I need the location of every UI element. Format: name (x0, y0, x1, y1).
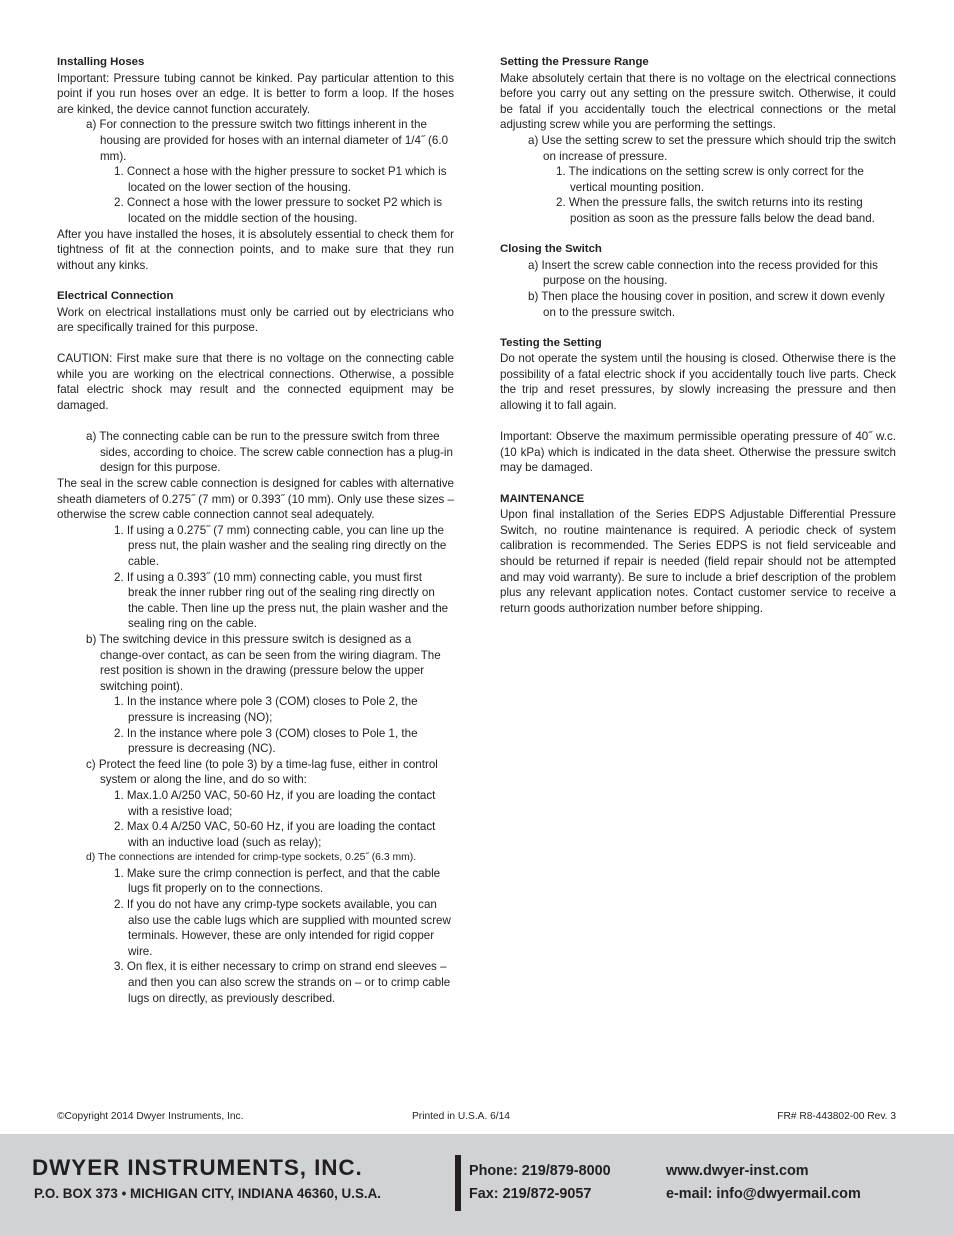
installing-hoses-closing: After you have installed the hoses, it is absolutely essential to check them for tightness of fit at the connection points, and to make sure that they run without any kinks. (57, 227, 454, 272)
company-name: DWYER INSTRUMENTS, INC. (32, 1155, 363, 1180)
electrical-item-a-2: 2. If using a 0.393˝ (10 mm) connecting cable, you must first break the inner rubber ring out of the sealing ring directly on the cable. Then line up the press nut, the plain washer and the sealing ring on the cable. (114, 570, 449, 631)
printed-text: Printed in U.S.A. 6/14 (412, 1111, 510, 1122)
testing-setting-text: Do not operate the system until the housing is closed. Otherwise there is the possibility of a fatal electric shock if you accidentally touch live parts. Check the trip and reset pressures, by slowly increasing the pressure and then allowing it to fall again. (500, 352, 896, 413)
electrical-item-d-1: 1. Make sure the crimp connection is perfect, and that the cable lugs fit properly on to the connections. (114, 866, 441, 896)
electrical-item-c: c) Protect the feed line (to pole 3) by a time-lag fuse, either in control system or along the line, and do so with: (86, 757, 438, 787)
electrical-item-d: d) The connections are intended for crimp-type sockets, 0.25˝ (6.3 mm). (86, 852, 417, 864)
electrical-item-b-1: 1. In the instance where pole 3 (COM) closes to Pole 2, the pressure is increasing (NO); (114, 695, 418, 724)
section-heading-maintenance: MAINTENANCE (500, 492, 585, 505)
installing-hoses-item-a-1: 1. Connect a hose with the higher pressure to socket P1 which is located on the lower section of the housing. (114, 165, 447, 194)
company-address: P.O. BOX 373 • MICHIGAN CITY, INDIANA 46360, U.S.A. (34, 1186, 381, 1201)
electrical-caution: CAUTION: First make sure that there is no voltage on the connecting cable while you are working on the electrical connections. Otherwise, a possible fatal electric shock may result and the connected equipment may be damaged. (57, 352, 454, 413)
section-heading-electrical-connection: Electrical Connection (57, 289, 174, 302)
setting-range-intro: Make absolutely certain that there is no voltage on the electrical connections before you carry out any setting on the pressure switch. Otherwise, it could be fatal if you accidentally touch the electrical connections or the metal adjusting screw while you are performing the settings. (500, 71, 896, 132)
electrical-item-b: b) The switching device in this pressure switch is designed as a change-over contact, as can be seen from the wiring diagram. The rest position is shown in the drawing (pressure below the upper switching point). (86, 632, 441, 693)
closing-switch-item-a: a) Insert the screw cable connection into the recess provided for this purpose on the housing. (528, 258, 878, 288)
electrical-item-b-2: 2. In the instance where pole 3 (COM) closes to Pole 1, the pressure is decreasing (NC). (114, 726, 418, 756)
section-heading-testing-setting: Testing the Setting (500, 336, 602, 349)
company-band (0, 1134, 954, 1235)
testing-setting-important: Important: Observe the maximum permissible operating pressure of 40˝ w.c. (10 kPa) which is indicated in the data sheet. Otherwise the pressure switch may be damaged. (500, 430, 896, 475)
phone-number: Phone: 219/879-8000 (469, 1163, 611, 1179)
setting-range-item-a-2: 2. When the pressure falls, the switch returns into its resting position as soon as the pressure falls below the dead band. (556, 196, 875, 225)
right-column (500, 55, 896, 616)
website-link[interactable]: www.dwyer-inst.com (666, 1163, 809, 1179)
electrical-item-c-2: 2. Max 0.4 A/250 VAC, 50-60 Hz, if you are loading the contact with an inductive load (such as relay); (114, 820, 436, 849)
electrical-item-a: a) The connecting cable can be run to the pressure switch from three sides, according to choice. The screw cable connection has a plug-in design for this purpose. (86, 430, 453, 475)
form-number-text: FR# R8-443802-00 Rev. 3 (777, 1111, 896, 1122)
electrical-item-c-1: 1. Max.1.0 A/250 VAC, 50-60 Hz, if you are loading the contact with a resistive load; (114, 788, 436, 818)
maintenance-text: Upon final installation of the Series EDPS Adjustable Differential Pressure Switch, no routine maintenance is required. A periodic check of system calibration is recommended. The Series EDPS is not field serviceable and should be returned if repair is needed (field repair should not be attempted and may void warranty). Be sure to include a brief description of the problem plus any relevant application notes. Contact customer service to receive a return goods authorization number before shipping. (500, 508, 896, 615)
footer-line (57, 1111, 896, 1125)
section-heading-closing-switch: Closing the Switch (500, 243, 602, 256)
copyright-text: ©Copyright 2014 Dwyer Instruments, Inc. (57, 1111, 244, 1122)
email-link[interactable]: e-mail: info@dwyermail.com (666, 1186, 861, 1202)
electrical-item-a-1: 1. If using a 0.275˝ (7 mm) connecting cable, you can line up the press nut, the plain washer and the sealing ring directly on the cable. (114, 523, 447, 568)
left-column (57, 55, 454, 1006)
section-heading-installing-hoses: Installing Hoses (57, 56, 145, 68)
electrical-item-d-3: 3. On flex, it is either necessary to crimp on strand end sleeves – and then you can also screw the strands on – or to crimp cable lugs on directly, as previously described. (114, 960, 451, 1005)
setting-range-item-a-1: 1. The indications on the setting screw is only correct for the vertical mounting position. (556, 165, 864, 194)
installing-hoses-item-a-2: 2. Connect a hose with the lower pressure to socket P2 which is located on the middle section of the housing. (114, 196, 443, 225)
electrical-seal-text: The seal in the screw cable connection is designed for cables with alternative sheath diameters of 0.275˝ (7 mm) or 0.393˝ (10 mm). Only use these sizes – otherwise the screw cable connection cannot seal adequately. (57, 477, 454, 522)
installing-hoses-intro: Important: Pressure tubing cannot be kinked. Pay particular attention to this point if you run hoses over an edge. It is better to form a loop. If the hoses are kinked, the device cannot function accurately. (57, 71, 454, 116)
band-divider (455, 1155, 461, 1211)
electrical-item-d-2: 2. If you do not have any crimp-type sockets available, you can also use the cable lugs which are supplied with mounted screw terminals. However, these are only intended for rigid copper wire. (114, 898, 451, 958)
installing-hoses-item-a: a) For connection to the pressure switch two fittings inherent in the housing are provided for hoses with an internal diameter of 1/4˝ (6.0 mm). (86, 118, 449, 163)
fax-number: Fax: 219/872-9057 (469, 1186, 592, 1202)
electrical-connection-intro: Work on electrical installations must only be carried out by electricians who are specifically trained for this purpose. (57, 305, 454, 335)
section-heading-setting-pressure-range: Setting the Pressure Range (500, 56, 649, 68)
setting-range-item-a: a) Use the setting screw to set the pressure which should trip the switch on increase of pressure. (528, 133, 896, 163)
closing-switch-item-b: b) Then place the housing cover in position, and screw it down evenly on to the pressure switch. (528, 289, 885, 319)
